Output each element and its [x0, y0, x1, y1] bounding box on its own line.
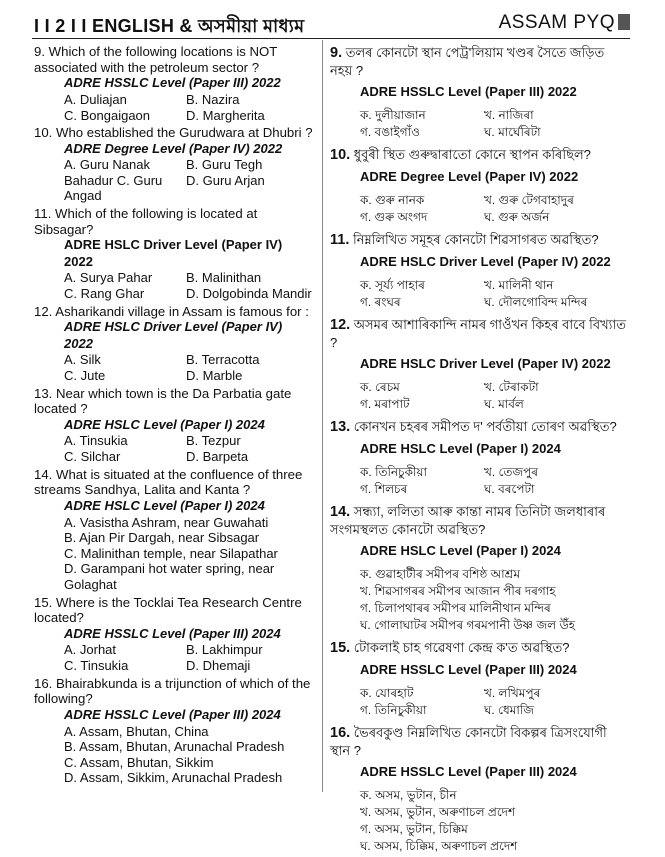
question-text-cont: Sibsagar? [34, 221, 94, 237]
question-15-as [330, 639, 630, 719]
header-subject: I I 2 I I ENGLISH & অসমীয়া মাধ্যম [34, 16, 305, 36]
exam-source: ADRE HSLC Driver Level (Paper IV) 2022 [64, 319, 283, 351]
header-series-title: ASSAM PYQ [498, 12, 615, 33]
question-16-as [330, 724, 630, 855]
option-ka: ক. অসম, ভুটান, চীন [360, 788, 457, 802]
option-c: C. Assam, Bhutan, Sikkim [64, 754, 214, 770]
question-16-en [34, 676, 314, 786]
question-text: Asharikandi village in Assam is famous for : [55, 303, 309, 319]
option-d: D. Barpeta [186, 449, 249, 465]
question-text: ভৈৰবকুণ্ড নিম্নলিখিত কোনটো বিকল্পৰ ত্ৰিসংযোগী স্থান ? [330, 725, 607, 758]
question-text: নিম্নলিখিত সমূহৰ কোনটো শিৱসাগৰত অৱস্থিত? [352, 232, 599, 247]
option-a: A. Duliajan [64, 91, 127, 107]
option-gha: ঘ. মাৰ্বল [484, 397, 524, 411]
exam-source: ADRE Degree Level (Paper IV) 2022 [64, 140, 283, 156]
question-text-cont: সংগমস্থলত কোনটো অৱস্থিত? [330, 522, 486, 537]
question-text: Who established the Gurudwara at Dhubri ? [56, 125, 313, 141]
assamese-column [330, 44, 630, 857]
question-text-cont: located ? [34, 401, 88, 417]
option-ka: ক. যোৰহাট [360, 686, 414, 700]
option-gha: ঘ. গুৰু অৰ্জন [484, 210, 550, 224]
option-ka: ক. দুলীয়াজান [360, 108, 426, 122]
question-text: Bhairabkunda is a trijunction of which of the [56, 675, 311, 691]
option-kha: খ. নাজিৰা [484, 108, 534, 122]
option-d: D. Guru Arjan [186, 172, 265, 188]
option-kha: খ. মালিনী থান [484, 278, 554, 292]
option-b: B. Terracotta [186, 352, 260, 368]
question-text-cont: located? [34, 610, 84, 626]
question-number: 10. [330, 147, 351, 163]
option-d: D. Dolgobinda Mandir [186, 286, 312, 302]
question-9-as [330, 44, 630, 141]
option-ka: ক. গুৱাহাটীৰ সমীপৰ বশিষ্ঠ আশ্ৰম [360, 567, 521, 581]
question-number: 9. [34, 44, 45, 59]
column-divider [322, 40, 323, 792]
option-b: B. Malinithan [186, 270, 262, 286]
question-13-as [330, 418, 630, 498]
option-gha: ঘ. গোলাঘাটৰ সমীপৰ গৰমপানী উষ্ণ জল উঁহ [360, 618, 576, 632]
option-kha: খ. অসম, ভুটান, অৰুণাচল প্ৰদেশ [360, 805, 516, 819]
question-12-en [34, 304, 314, 384]
option-kha: খ. টেৰাকটা [484, 380, 539, 394]
question-text: ধুবুৰী স্থিত গুৰুদ্বাৰাতো কোনে স্থাপন কৰিছিল? [353, 147, 591, 162]
option-ga: গ. চিলাপথাৰৰ সমীপৰ মালিনীথান মন্দিৰ [360, 601, 551, 615]
question-number: 12. [330, 317, 351, 333]
option-a: A. Assam, Bhutan, China [64, 723, 209, 739]
question-text: তলৰ কোনটো স্থান পেট্ৰ'লিয়াম খণ্ডৰ সৈতে জড়িত নহয় ? [330, 45, 605, 78]
exam-source: ADRE HSLC Level (Paper I) 2024 [360, 543, 561, 558]
option-c: C. Jute [64, 367, 106, 383]
question-10-en [34, 125, 314, 204]
option-ka: ক. তিনিচুকীয়া [360, 465, 427, 479]
option-ga: গ. বঙাইগাঁও [360, 125, 420, 139]
option-b: B. Guru Tegh [186, 157, 263, 173]
option-b-cont: Bahadur C. Guru Angad [64, 172, 163, 204]
option-a: A. Silk [64, 352, 101, 368]
option-b: B. Assam, Bhutan, Arunachal Pradesh [64, 739, 285, 755]
option-a: A. Tinsukia [64, 433, 128, 449]
question-text: টোকলাই চাহ গৱেষণা কেন্দ্ৰ ক'ত অৱস্থিত? [353, 640, 570, 655]
option-b: B. Lakhimpur [186, 642, 263, 658]
option-a: A. Guru Nanak [64, 157, 150, 173]
question-text: Which of the following locations is NOT [48, 44, 278, 59]
exam-source: ADRE HSSLC Level (Paper III) 2024 [360, 764, 577, 779]
question-number: 12. [34, 303, 53, 319]
option-ga: গ. অসম, ভুটান, চিক্কিম [360, 822, 468, 836]
question-text-cont: associated with the petroleum sector ? [34, 59, 260, 75]
option-gha: ঘ. বৰপেটা [484, 482, 535, 496]
exam-source: ADRE HSLC Level (Paper I) 2024 [360, 441, 561, 456]
question-10-as [330, 146, 630, 226]
option-a: A. Vasistha Ashram, near Guwahati [64, 514, 269, 530]
question-number: 10. [34, 125, 53, 141]
option-gha: ঘ. মাৰ্ঘেৰিটা [484, 125, 541, 139]
option-d: D. Marble [186, 367, 243, 383]
exam-source: ADRE HSLC Level (Paper I) 2024 [64, 498, 265, 514]
question-number: 11. [330, 232, 350, 248]
exam-source: ADRE HSLC Driver Level (Paper IV) 2022 [64, 237, 283, 269]
question-number: 14. [34, 466, 53, 482]
exam-source: ADRE HSLC Driver Level (Paper IV) 2022 [360, 254, 611, 269]
question-text: Where is the Tocklai Tea Research Centre [56, 594, 302, 610]
option-a: A. Jorhat [64, 642, 117, 658]
question-14-en [34, 467, 314, 593]
question-text-cont: following? [34, 691, 93, 707]
option-a: A. Surya Pahar [64, 270, 153, 286]
question-number: 11. [34, 206, 52, 222]
option-kha: খ. শিৱসাগৰৰ সমীপৰ আজান পীৰ দৰগাহ [360, 584, 556, 598]
exam-source: ADRE HSSLC Level (Paper III) 2022 [360, 84, 577, 99]
question-number: 16. [34, 675, 53, 691]
question-13-en [34, 386, 314, 465]
option-kha: খ. লখিমপুৰ [484, 686, 541, 700]
option-b: B. Ajan Pir Dargah, near Sibsagar [64, 530, 260, 546]
option-kha: খ. গুৰু টেগবাহাদুৰ [484, 193, 574, 207]
exam-source: ADRE HSLC Level (Paper I) 2024 [64, 416, 265, 432]
option-c: C. Malinithan temple, near Silapathar [64, 545, 278, 561]
exam-source: ADRE HSSLC Level (Paper III) 2024 [360, 662, 577, 677]
option-ka: ক. গুৰু নানক [360, 193, 425, 207]
question-text-cont: streams Sandhya, Lalita and Kanta ? [34, 482, 251, 498]
question-14-as [330, 503, 630, 634]
question-number: 16. [330, 725, 351, 741]
question-number: 15. [330, 640, 351, 656]
option-c: C. Tinsukia [64, 658, 129, 674]
question-text: সন্ধ্যা, ললিতা আৰু কান্তা নামৰ তিনিটা জলধাৰাৰ [353, 504, 606, 519]
question-number: 13. [330, 419, 351, 435]
option-ga: গ. গুৰু অংগদ [360, 210, 428, 224]
header-divider [32, 38, 630, 39]
option-d: D. Assam, Sikkim, Arunachal Pradesh [64, 770, 283, 786]
option-d: D. Margherita [186, 107, 265, 123]
option-ka: ক. সূৰ্য্য পাহাৰ [360, 278, 425, 292]
option-d: D. Dhemaji [186, 658, 251, 674]
question-text: অসমৰ আশাৰিকান্দি নামৰ গাওঁখন কিহৰ বাবে বিখ্যাত ? [330, 317, 626, 350]
english-column [34, 44, 314, 788]
exam-source: ADRE HSSLC Level (Paper III) 2024 [64, 625, 281, 641]
exam-source: ADRE HSSLC Level (Paper III) 2024 [64, 707, 281, 723]
option-c: C. Bongaigaon [64, 107, 151, 123]
question-11-as [330, 231, 630, 311]
option-kha: খ. তেজপুৰ [484, 465, 539, 479]
question-number: 14. [330, 504, 351, 520]
option-gha: ঘ. দৌলগোবিন্দ মন্দিৰ [484, 295, 588, 309]
option-ka: ক. ৰেচম [360, 380, 400, 394]
option-gha: ঘ. অসম, চিক্কিম, অৰুণাচল প্ৰদেশ [360, 839, 518, 853]
option-ga: গ. মৰাপাট [360, 397, 410, 411]
option-b: B. Tezpur [186, 433, 241, 449]
option-ga: গ. তিনিচুকীয়া [360, 703, 427, 717]
question-text: Near which town is the Da Parbatia gate [56, 385, 292, 401]
option-ga: গ. ৰংঘৰ [360, 295, 401, 309]
option-d: D. Garampani hot water spring, near Golaghat [64, 561, 275, 592]
question-12-as [330, 316, 630, 413]
question-9-en [34, 44, 314, 123]
question-11-en [34, 206, 314, 302]
option-gha: ঘ. ধেমাজি [484, 703, 534, 717]
question-number: 13. [34, 385, 53, 401]
option-c: C. Silchar [64, 449, 121, 465]
question-number: 15. [34, 594, 53, 610]
question-number: 9. [330, 45, 343, 61]
exam-source: ADRE HSLC Driver Level (Paper IV) 2022 [360, 356, 611, 371]
question-text: Which of the following is located at [55, 206, 258, 222]
header-marker-block [618, 14, 630, 30]
question-15-en [34, 595, 314, 674]
exam-source: ADRE Degree Level (Paper IV) 2022 [360, 169, 579, 184]
exam-source: ADRE HSSLC Level (Paper III) 2022 [64, 75, 281, 91]
question-text: What is situated at the confluence of three [56, 466, 303, 482]
option-b: B. Nazira [186, 91, 240, 107]
question-text: কোনখন চহৰৰ সমীপত দ' পৰ্বতীয়া তোৰণ অৱস্থিত? [353, 419, 617, 434]
page-header [0, 0, 665, 40]
option-c: C. Rang Ghar [64, 286, 145, 302]
option-ga: গ. শিলচৰ [360, 482, 408, 496]
